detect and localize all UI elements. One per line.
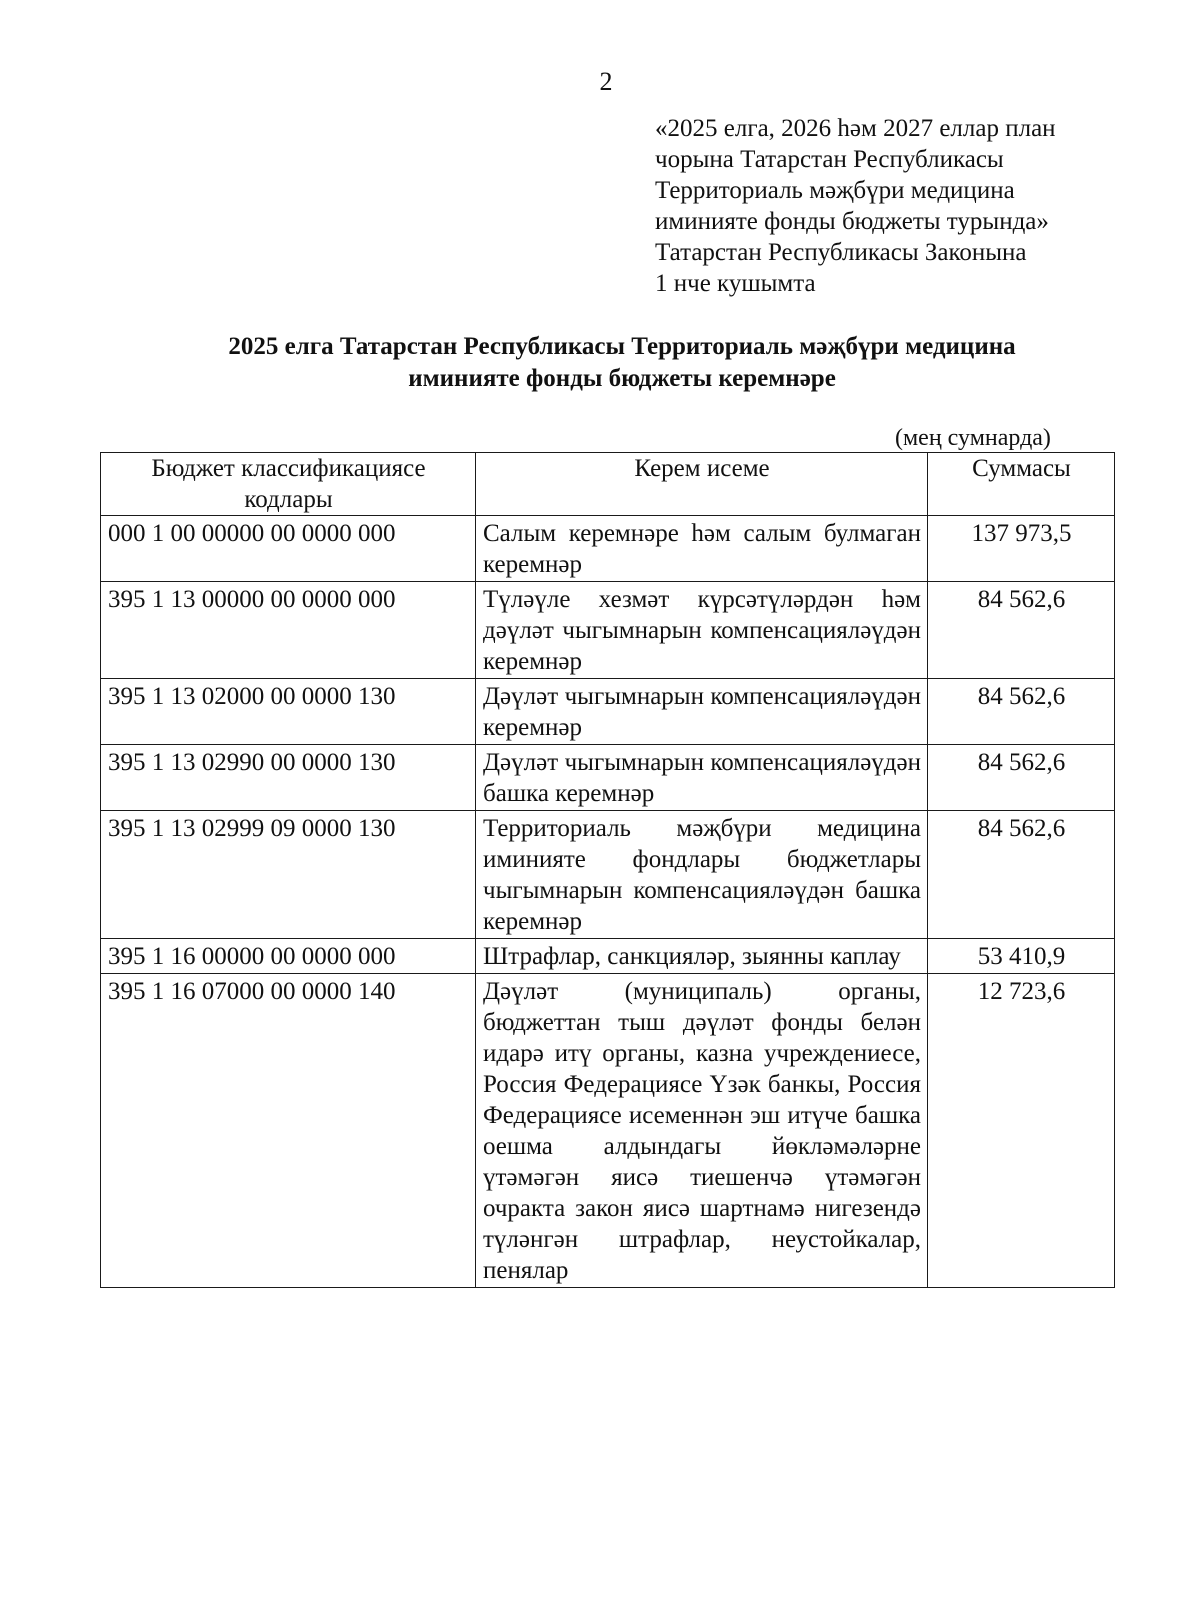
row-sum: 84 562,6 xyxy=(928,745,1115,811)
row-name: Дәүләт чыгымнарын компенсацияләүдән башка керемнәр xyxy=(476,745,928,811)
annex-line: «2025 елга, 2026 һәм 2027 еллар план xyxy=(655,115,1056,142)
row-code: 395 1 16 07000 00 0000 140 xyxy=(101,974,476,1288)
title-line: иминияте фонды бюджеты керемнәре xyxy=(408,365,836,392)
table-row xyxy=(101,939,1115,974)
row-name: Дәүләт чыгымнарын компенсацияләүдән керемнәр xyxy=(476,679,928,745)
header-code: Бюджет классификациясе кодлары xyxy=(101,453,476,516)
row-sum: 137 973,5 xyxy=(928,516,1115,582)
annex-line: иминияте фонды бюджеты турында» xyxy=(655,208,1049,235)
row-sum: 12 723,6 xyxy=(928,974,1115,1288)
row-code: 000 1 00 00000 00 0000 000 xyxy=(101,516,476,582)
row-sum: 84 562,6 xyxy=(928,811,1115,939)
row-sum: 84 562,6 xyxy=(928,582,1115,679)
title-line: 2025 елга Татарстан Республикасы Территориаль мәҗбүри медицина xyxy=(228,333,1016,360)
row-code: 395 1 16 00000 00 0000 000 xyxy=(101,939,476,974)
table-row xyxy=(101,679,1115,745)
page-number: 2 xyxy=(599,67,613,96)
row-name: Түләүле хезмәт күрсәтүләрдән һәм дәүләт чыгымнарын компенсацияләүдән керемнәр xyxy=(476,582,928,679)
row-code: 395 1 13 02999 09 0000 130 xyxy=(101,811,476,939)
table-row xyxy=(101,811,1115,939)
annex-reference xyxy=(655,113,1175,299)
units-note: (мең сумнарда) xyxy=(895,425,1051,451)
row-code: 395 1 13 00000 00 0000 000 xyxy=(101,582,476,679)
table-row xyxy=(101,745,1115,811)
table-row xyxy=(101,974,1115,1288)
document-title xyxy=(100,331,1144,395)
table-header-row xyxy=(101,453,1115,516)
row-name: Штрафлар, санкцияләр, зыянны каплау xyxy=(476,939,928,974)
annex-line: Татарстан Республикасы Законына xyxy=(655,239,1027,266)
row-sum: 84 562,6 xyxy=(928,679,1115,745)
row-name: Салым керемнәре һәм салым булмаган керемнәр xyxy=(476,516,928,582)
table-row xyxy=(101,516,1115,582)
row-name: Дәүләт (муниципаль) органы, бюджеттан тыш дәүләт фонды белән идарә итү органы, казна учреждениесе, Россия Федерациясе Үзәк банкы, Россия Федерациясе исеменнән эш итүче башка оешма алдындагы йөкләмәләрне үтәмәгән яисә тиешенчә үтәмәгән очракта закон яисә шартнамә нигезендә түләнгән штрафлар, неустойкалар, пенялар xyxy=(476,974,928,1288)
header-sum: Суммасы xyxy=(928,453,1115,516)
annex-line: чорына Татарстан Республикасы xyxy=(655,146,1004,173)
annex-line: 1 нче кушымта xyxy=(655,270,816,297)
row-name: Территориаль мәҗбүри медицина иминияте фондлары бюджетлары чыгымнарын компенсацияләүдән башка керемнәр xyxy=(476,811,928,939)
table-row xyxy=(101,582,1115,679)
header-name: Керем исеме xyxy=(476,453,928,516)
row-code: 395 1 13 02990 00 0000 130 xyxy=(101,745,476,811)
row-code: 395 1 13 02000 00 0000 130 xyxy=(101,679,476,745)
annex-line: Территориаль мәҗбүри медицина xyxy=(655,177,1015,204)
row-sum: 53 410,9 xyxy=(928,939,1115,974)
revenue-table xyxy=(100,452,1115,1288)
